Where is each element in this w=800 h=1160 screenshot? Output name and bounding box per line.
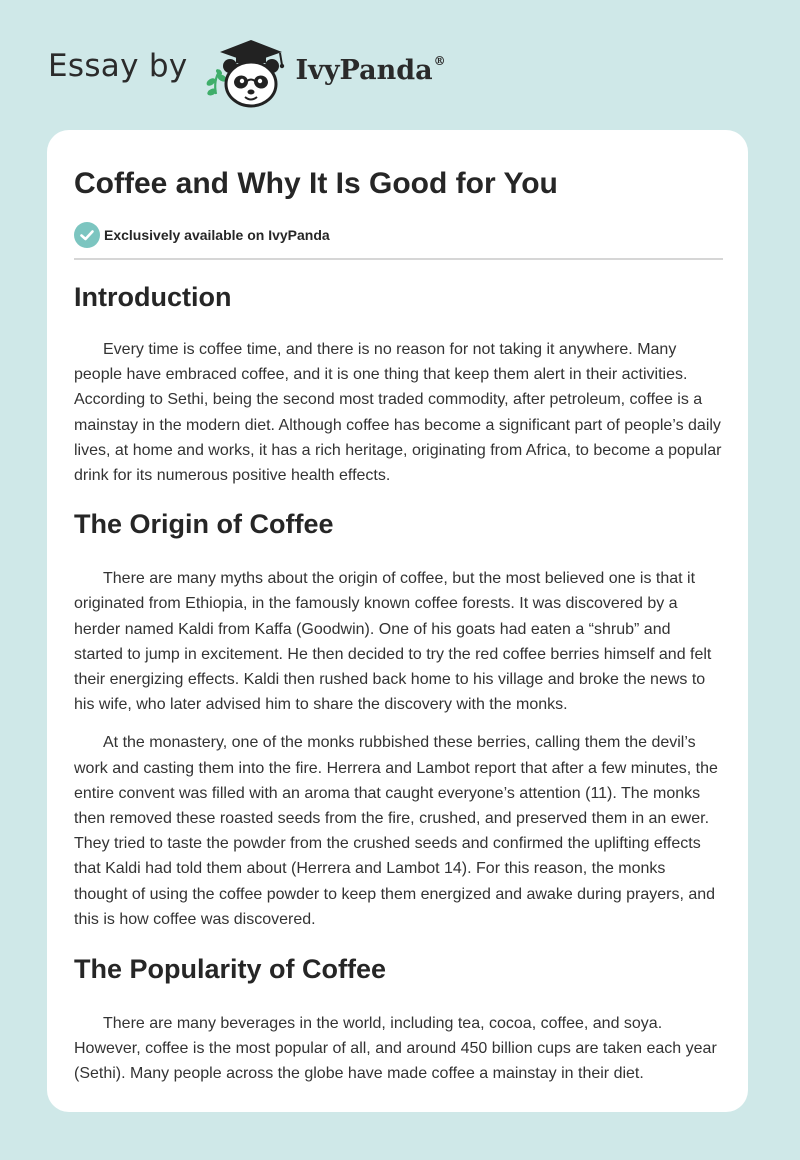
site-header: [48, 32, 446, 108]
check-circle-icon: [74, 222, 100, 248]
essay-card: [47, 130, 748, 1112]
paragraph: There are many myths about the origin of coffee, but the most believed one is that it originated from Ethiopia, in the famously known coffee forests. It was discovered by a herder named Kaldi from Kaffa (Goodwin). One of his goats had eaten a “shrub” and started to jump in excitement. He then decided to try the red coffee berries himself and felt their energizing effects. Kaldi then rushed back home to his village and broke the news to his wife, who later advised him to share the discovery with the monks.: [74, 570, 712, 714]
divider: [74, 258, 723, 260]
section-heading-origin: The Origin of Coffee: [74, 509, 334, 540]
paragraph: There are many beverages in the world, including tea, cocoa, coffee, and soya. However, coffee is the most popular of all, and around 450 billion cups are taken each year (Sethi). Many people across the globe have made coffee a mainstay in their diet.: [74, 1015, 717, 1083]
essay-title: Coffee and Why It Is Good for You: [74, 167, 558, 200]
registered-mark: ®: [433, 53, 446, 68]
paragraph: Every time is coffee time, and there is no reason for not taking it anywhere. Many people have embraced coffee, and it is one thing that keep them alert in their activities. According to Sethi, being the second most traded commodity, after petroleum, coffee is a mainstay in the modern diet. Although coffee has become a significant part of people’s daily lives, at home and works, it has a rich heritage, originating from Africa, to become a popular drink for its numerous positive health effects.: [74, 341, 722, 485]
exclusive-badge-label: Exclusively available on IvyPanda: [104, 227, 330, 243]
brand-name[interactable]: IvyPanda®: [295, 53, 446, 86]
section-heading-introduction: Introduction: [74, 282, 232, 312]
exclusive-badge: [74, 222, 722, 248]
paragraph: At the monastery, one of the monks rubbished these berries, calling them the devil’s work and casting them into the fire. Herrera and Lambot report that after a few minutes, the entire convent was filled with an aroma that caught everyone’s attention (11). The monks then removed these roasted seeds from the fire, crushed, and preserved them in an ewer. They tried to taste the powder from the crushed seeds and confirmed the uplifting effects that Kaldi had told them about (Herrera and Lambot 14). For this reason, the monks thought of using the coffee powder to keep them energized and awake during prayers, and this is how coffee was discovered.: [74, 734, 718, 928]
panda-graduate-logo-icon[interactable]: [202, 32, 294, 108]
essay-by-label: Essay by: [48, 48, 188, 84]
section-heading-popularity: The Popularity of Coffee: [74, 954, 387, 985]
